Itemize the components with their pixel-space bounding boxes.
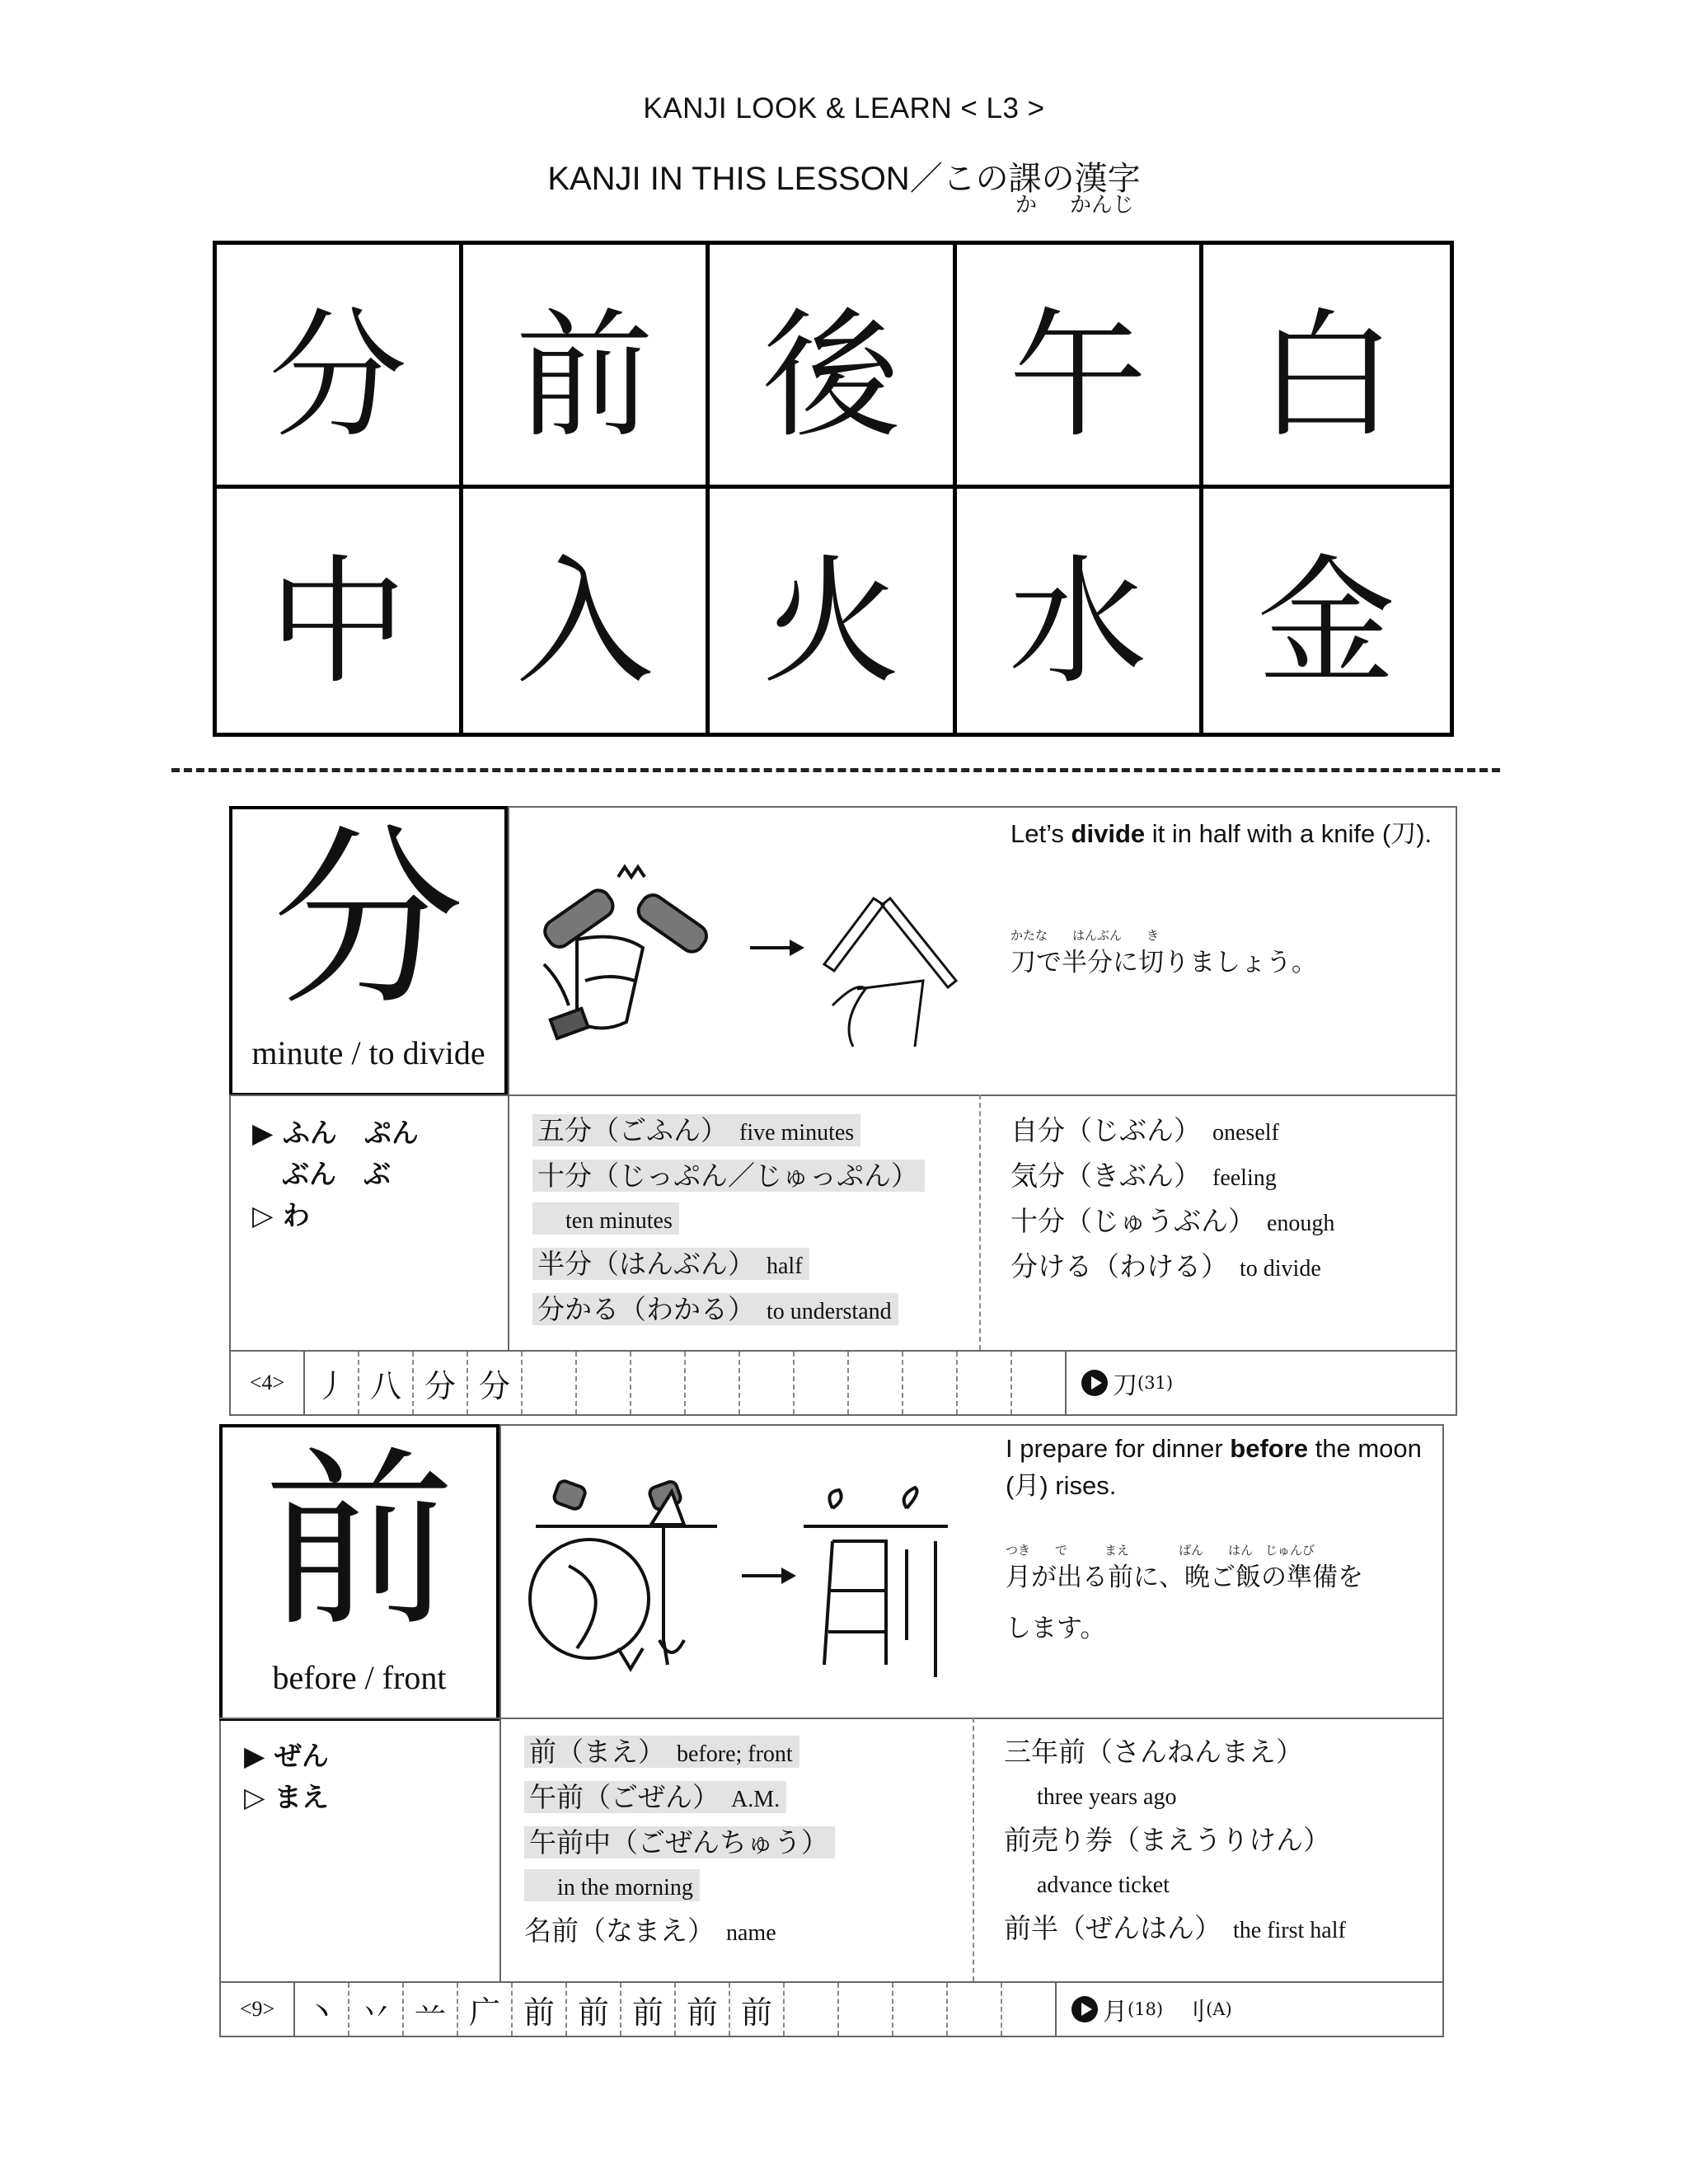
stroke-step — [686, 1352, 740, 1414]
mnemonic-story-en — [1006, 1431, 1434, 1505]
kanji-meaning: before / front — [272, 1659, 447, 1696]
vocab-word: 分かる（わかる） — [537, 1293, 755, 1325]
vocab-item — [524, 1869, 700, 1901]
radical-reference — [1067, 1365, 1173, 1401]
stroke-step: 丷 — [349, 1983, 404, 2036]
vocab-word: 午前中（ごぜんちゅう） — [529, 1826, 828, 1858]
vocab-item — [524, 1910, 835, 1955]
story-keyword: divide — [1071, 819, 1146, 848]
story-text: I prepare for dinner — [1006, 1434, 1231, 1463]
furigana-kanji: かんじ — [1070, 193, 1135, 218]
play-icon — [1071, 1996, 1098, 2022]
stroke-step: 前 — [730, 1983, 785, 2036]
vocab-item — [524, 1736, 799, 1768]
vocab-word: 三年前（さんねんまえ） — [1004, 1736, 1303, 1768]
radical-ref: (31) — [1137, 1373, 1174, 1393]
stroke-step: 丿 — [305, 1352, 359, 1414]
vocab-word: 午前（ごぜん） — [529, 1781, 720, 1813]
vocab-gloss: three years ago — [1037, 1784, 1177, 1810]
lesson-heading-jp: この課の漢字 — [942, 161, 1141, 197]
stroke-step — [958, 1352, 1012, 1414]
vocab-gloss: the first half — [1233, 1918, 1346, 1943]
card-divider — [508, 806, 509, 1350]
stroke-step — [1002, 1983, 1057, 2036]
stroke-step: 八 — [359, 1352, 414, 1414]
vocab-item — [524, 1781, 786, 1813]
reading-marker: ▷ — [244, 1781, 265, 1813]
mnemonic-story-en — [1010, 816, 1439, 853]
vocab-item — [524, 1826, 835, 1858]
kanji-grid-cell: 前 — [463, 245, 710, 489]
vocab-gloss: to divide — [1240, 1256, 1321, 1282]
page-header-title: KANJI LOOK & LEARN < L3 > — [643, 92, 1045, 124]
vocab-item — [1010, 1200, 1334, 1245]
vocab-item — [532, 1202, 679, 1235]
card-divider — [979, 1094, 981, 1350]
radical-char: 刂 — [1181, 1998, 1207, 2027]
vocab-word: 前半（ぜんはん） — [1004, 1912, 1221, 1944]
play-icon — [1081, 1370, 1108, 1396]
big-kanji-box — [219, 1424, 499, 1721]
vocab-word: 半分（はんぶん） — [537, 1248, 755, 1280]
stroke-step — [523, 1352, 577, 1414]
stroke-step: 前 — [513, 1983, 567, 2036]
vocab-item — [1004, 1907, 1346, 1952]
vocab-item — [532, 1293, 898, 1325]
vocab-gloss: name — [726, 1920, 776, 1946]
vocab-gloss: to understand — [767, 1299, 892, 1324]
stroke-step — [903, 1352, 958, 1414]
card-divider — [219, 1718, 1444, 1719]
reading-row — [252, 1154, 419, 1195]
card-divider — [229, 1094, 1457, 1096]
stroke-order-row — [231, 1352, 1456, 1414]
lesson-heading-en: KANJI IN THIS LESSON／ — [547, 161, 943, 197]
kanji-grid-cell: 金 — [1257, 541, 1396, 703]
vocab-gloss: oneself — [1212, 1120, 1279, 1146]
card-divider — [973, 1718, 974, 1981]
stroke-step — [740, 1352, 795, 1414]
reading-marker: ▶ — [244, 1740, 265, 1772]
vocab-word: 自分（じぶん） — [1010, 1114, 1201, 1146]
story-text: it in half with a knife (刀). — [1145, 819, 1432, 848]
reading-text: ぶん ぶ — [282, 1158, 391, 1190]
stroke-step: 䒑 — [404, 1983, 458, 2036]
vocab-gloss: advance ticket — [1037, 1872, 1170, 1898]
vocab-gloss: in the morning — [557, 1875, 693, 1900]
furigana-ka: か — [1015, 193, 1038, 218]
vocab-list-primary — [524, 1731, 835, 1955]
vocab-gloss: ten minutes — [565, 1208, 673, 1234]
vocab-item — [1004, 1819, 1346, 1862]
reading-row — [244, 1777, 329, 1818]
mnemonic-illustration — [528, 857, 973, 1055]
radical-ref: (18) — [1128, 1999, 1164, 2019]
vocab-gloss: before; front — [677, 1741, 793, 1767]
reading-text: ふん ぷん — [282, 1117, 419, 1149]
kanji-overview-grid — [213, 241, 1454, 737]
radical-reference — [1057, 1991, 1232, 2027]
vocab-gloss: enough — [1267, 1211, 1335, 1236]
stroke-step: 前 — [621, 1983, 676, 2036]
kanji-grid-cell: 後 — [710, 245, 956, 489]
kanji-grid-cell: 中 — [217, 489, 463, 733]
stroke-step: 丶 — [295, 1983, 349, 2036]
reading-text: まえ — [274, 1781, 329, 1813]
kanji-grid-cell: 午 — [957, 245, 1203, 489]
mnemonic-story-jp: します。 — [1006, 1614, 1106, 1643]
cut-line-divider — [171, 768, 1500, 772]
mnemonic-illustration — [519, 1475, 964, 1681]
readings-list — [244, 1736, 329, 1818]
stroke-step — [577, 1352, 631, 1414]
stroke-step — [785, 1983, 839, 2036]
reading-row — [252, 1195, 419, 1236]
stroke-count: <4> — [231, 1352, 305, 1414]
stroke-step — [839, 1983, 893, 2036]
kanji-grid-cell: 白 — [1203, 245, 1450, 489]
big-kanji-box — [229, 806, 508, 1096]
reading-marker: ▶ — [252, 1117, 274, 1149]
big-kanji-char: 前 — [263, 1430, 455, 1652]
stroke-step: 分 — [414, 1352, 468, 1414]
story-furigana: かたな はんぶん き — [1010, 928, 1160, 943]
reading-row — [244, 1736, 329, 1777]
kanji-grid-cell: 入 — [463, 489, 710, 733]
vocab-item — [1010, 1109, 1334, 1155]
reading-row — [252, 1113, 419, 1154]
vocab-item — [532, 1248, 809, 1280]
vocab-word: 十分（じっぷん／じゅっぷん） — [537, 1160, 918, 1192]
stroke-order-row — [221, 1983, 1442, 2036]
stroke-step: 前 — [676, 1983, 730, 2036]
story-text: the moon (月) rises. — [1006, 1434, 1422, 1500]
vocab-word: 前売り券（まえうりけん） — [1004, 1824, 1330, 1856]
big-kanji-char: 分 — [272, 808, 464, 1031]
kanji-grid-cell: 水 — [957, 489, 1203, 733]
vocab-word: 気分（きぶん） — [1010, 1160, 1201, 1192]
stroke-step — [631, 1352, 686, 1414]
stroke-step — [795, 1352, 849, 1414]
radical-char: 月 — [1103, 1998, 1128, 2027]
vocab-list-secondary — [1010, 1109, 1334, 1291]
vocab-list-secondary — [1004, 1731, 1346, 1952]
readings-list — [252, 1113, 419, 1236]
kanji-grid-cell: 火 — [710, 489, 956, 733]
reading-text: ぜん — [274, 1740, 329, 1772]
vocab-list-primary — [532, 1109, 925, 1333]
lesson-heading — [0, 152, 1688, 199]
stroke-step — [849, 1352, 903, 1414]
reading-text: わ — [282, 1199, 310, 1231]
story-furigana: つき で まえ ばん はん じゅんび — [1006, 1543, 1315, 1558]
vocab-gloss: five minutes — [739, 1120, 855, 1146]
vocab-word: 前（まえ） — [529, 1736, 665, 1768]
card-divider — [499, 1424, 501, 1981]
vocab-item — [1010, 1155, 1334, 1200]
radical-char: 刀 — [1113, 1371, 1137, 1400]
stroke-step — [893, 1983, 948, 2036]
stroke-count: <9> — [221, 1983, 295, 2036]
stroke-step — [948, 1983, 1002, 2036]
vocab-gloss: A.M. — [731, 1787, 781, 1812]
vocab-word: 分ける（わける） — [1010, 1250, 1228, 1282]
story-text: Let’s — [1010, 819, 1071, 848]
stroke-step — [1012, 1352, 1067, 1414]
mnemonic-story-jp: 刀で半分に切りましょう。 — [1010, 948, 1317, 977]
stroke-step: 前 — [567, 1983, 621, 2036]
vocab-item — [532, 1114, 860, 1146]
vocab-gloss: feeling — [1212, 1165, 1277, 1191]
vocab-gloss: half — [767, 1254, 803, 1279]
vocab-item — [1004, 1774, 1346, 1819]
stroke-step: 广 — [458, 1983, 513, 2036]
vocab-word: 十分（じゅうぶん） — [1010, 1205, 1255, 1237]
kanji-grid-cell: 分 — [217, 245, 463, 489]
mnemonic-story-jp: 月が出る前に、晩ご飯の準備を — [1006, 1563, 1363, 1592]
vocab-item — [1004, 1862, 1346, 1907]
vocab-item — [532, 1160, 925, 1192]
reading-marker: ▷ — [252, 1199, 274, 1231]
story-keyword: before — [1230, 1434, 1309, 1463]
vocab-word: 名前（なまえ） — [524, 1915, 715, 1947]
vocab-item — [1004, 1731, 1346, 1774]
vocab-word: 五分（ごふん） — [537, 1114, 728, 1146]
stroke-step: 分 — [468, 1352, 523, 1414]
radical-ref: (A) — [1206, 1999, 1232, 2019]
vocab-item — [1010, 1245, 1334, 1291]
kanji-meaning: minute / to divide — [251, 1034, 485, 1071]
